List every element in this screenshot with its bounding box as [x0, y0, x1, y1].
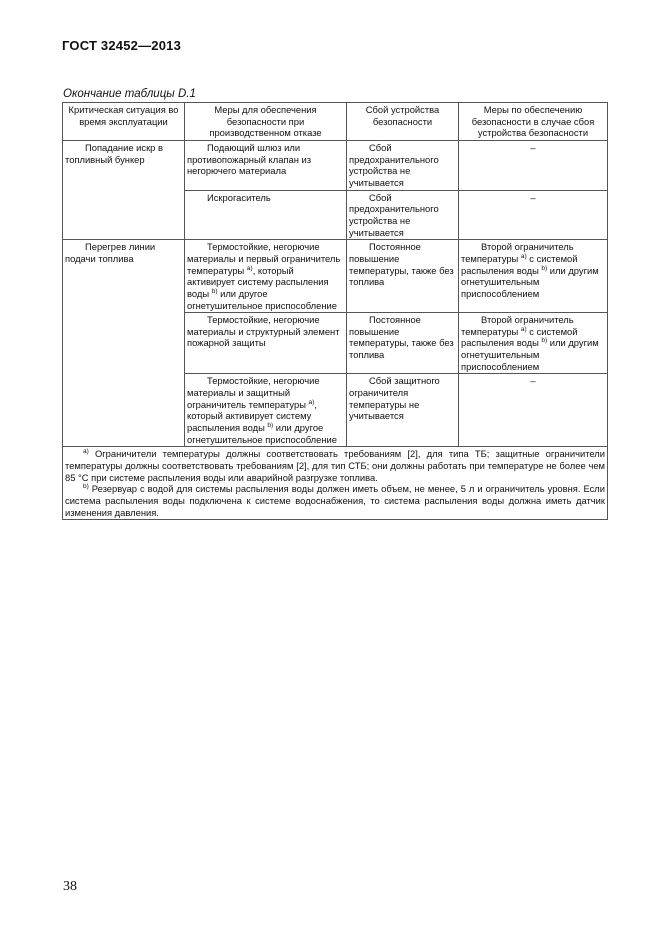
measures-text: , который активирует систему распыления воды: [187, 398, 317, 434]
situation-cell: Перегрев линии подачи топлива: [63, 240, 185, 447]
measures-text: Термостойкие, негорючие материалы и структурный элемент пожарной защиты: [187, 314, 340, 349]
safety-measures-table: [62, 102, 608, 520]
footnote-a: [65, 448, 605, 483]
response-text: Второй ограничитель температуры: [461, 241, 574, 264]
footnote-mark-b: b): [541, 337, 548, 345]
table-caption: Окончание таблицы D.1: [63, 88, 196, 100]
footnote-text: Резервуар с водой для системы распыления воды должен иметь объем, не менее, 5 л и ограничитель уровня. Если система распыления воды подключена к системе водоснабжения, то система распыления воды должна иметь датчик изменения давления.: [65, 483, 605, 518]
footnotes-row: [63, 447, 608, 520]
column-header-response: Меры по обеспечению безопасности в случае сбоя устройства безопасности: [459, 103, 608, 141]
response-text: с системой распыления воды: [461, 325, 578, 349]
table-row: [63, 240, 608, 313]
measures-cell: [185, 313, 347, 374]
table-row: [63, 140, 608, 190]
response-cell: [459, 313, 608, 374]
measures-text: , который активирует систему распыления воды: [187, 264, 329, 299]
measures-cell: [185, 190, 347, 240]
footnote-b: [65, 483, 605, 518]
footnote-mark-a: a): [308, 398, 315, 406]
measures-text: Искрогаситель: [207, 191, 271, 203]
measures-cell: [185, 140, 347, 190]
measures-cell: [185, 240, 347, 313]
failure-cell: Постоянное повышение температуры, также без топлива: [347, 240, 459, 313]
response-cell: –: [459, 140, 608, 190]
measures-text: Термостойкие, негорючие материалы и первый ограничитель температуры: [187, 241, 341, 276]
response-text: или другим огнетушительным приспособлением: [461, 264, 599, 299]
page-number: 38: [63, 879, 77, 894]
footnote-mark-b: b): [211, 287, 218, 295]
measures-cell: [185, 374, 347, 447]
failure-cell: Сбой предохранительного устройства не учитывается: [347, 140, 459, 190]
response-cell: –: [459, 374, 608, 447]
footnote-mark-b: b): [541, 264, 548, 272]
footnote-mark-a: a): [520, 325, 527, 333]
measures-text: Термостойкие, негорючие материалы и защитный ограничитель температуры: [187, 375, 320, 410]
failure-cell: Постоянное повышение температуры, также без топлива: [347, 313, 459, 374]
failure-cell: Сбой предохранительного устройства не учитывается: [347, 190, 459, 240]
measures-text: Подающий шлюз или противопожарный клапан из негорючего материала: [187, 141, 312, 177]
column-header-situation: Критическая ситуация во время эксплуатации: [63, 103, 185, 141]
footnote-mark-a: a): [246, 264, 253, 272]
footnote-mark-a: a): [520, 252, 527, 260]
footnote-mark-b: b): [267, 421, 274, 429]
failure-cell: Сбой защитного ограничителя температуры не учитывается: [347, 374, 459, 447]
response-text: или другим огнетушительным приспособлением: [461, 337, 599, 372]
response-cell: –: [459, 190, 608, 240]
measures-text: или другое огнетушительное приспособление: [187, 422, 337, 445]
measures-text: или другое огнетушительное приспособление: [187, 287, 337, 311]
column-header-failure: Сбой устройства безопасности: [347, 103, 459, 141]
footnote-mark-a: a): [83, 448, 89, 456]
document-standard-header: ГОСТ 32452—2013: [62, 38, 181, 53]
response-text: Второй ограничитель температуры: [461, 314, 574, 337]
response-text: с системой распыления воды: [461, 252, 578, 276]
footnotes-cell: [63, 447, 608, 520]
footnote-mark-b: b): [83, 483, 89, 491]
table-header-row: [63, 103, 608, 141]
response-cell: [459, 240, 608, 313]
situation-cell: Попадание искр в топливный бункер: [63, 140, 185, 239]
column-header-measures: Меры для обеспечения безопасности при производственном отказе: [185, 103, 347, 141]
footnote-text: Ограничители температуры должны соответствовать требованиям [2], для типа ТБ; защитные ограничители температуры должны соответствовать требованиям [2], для тип СТБ; они должны работать при температуре не более чем 85 °С при системе распыления воды или аварийной разгрузке топлива.: [65, 448, 605, 483]
